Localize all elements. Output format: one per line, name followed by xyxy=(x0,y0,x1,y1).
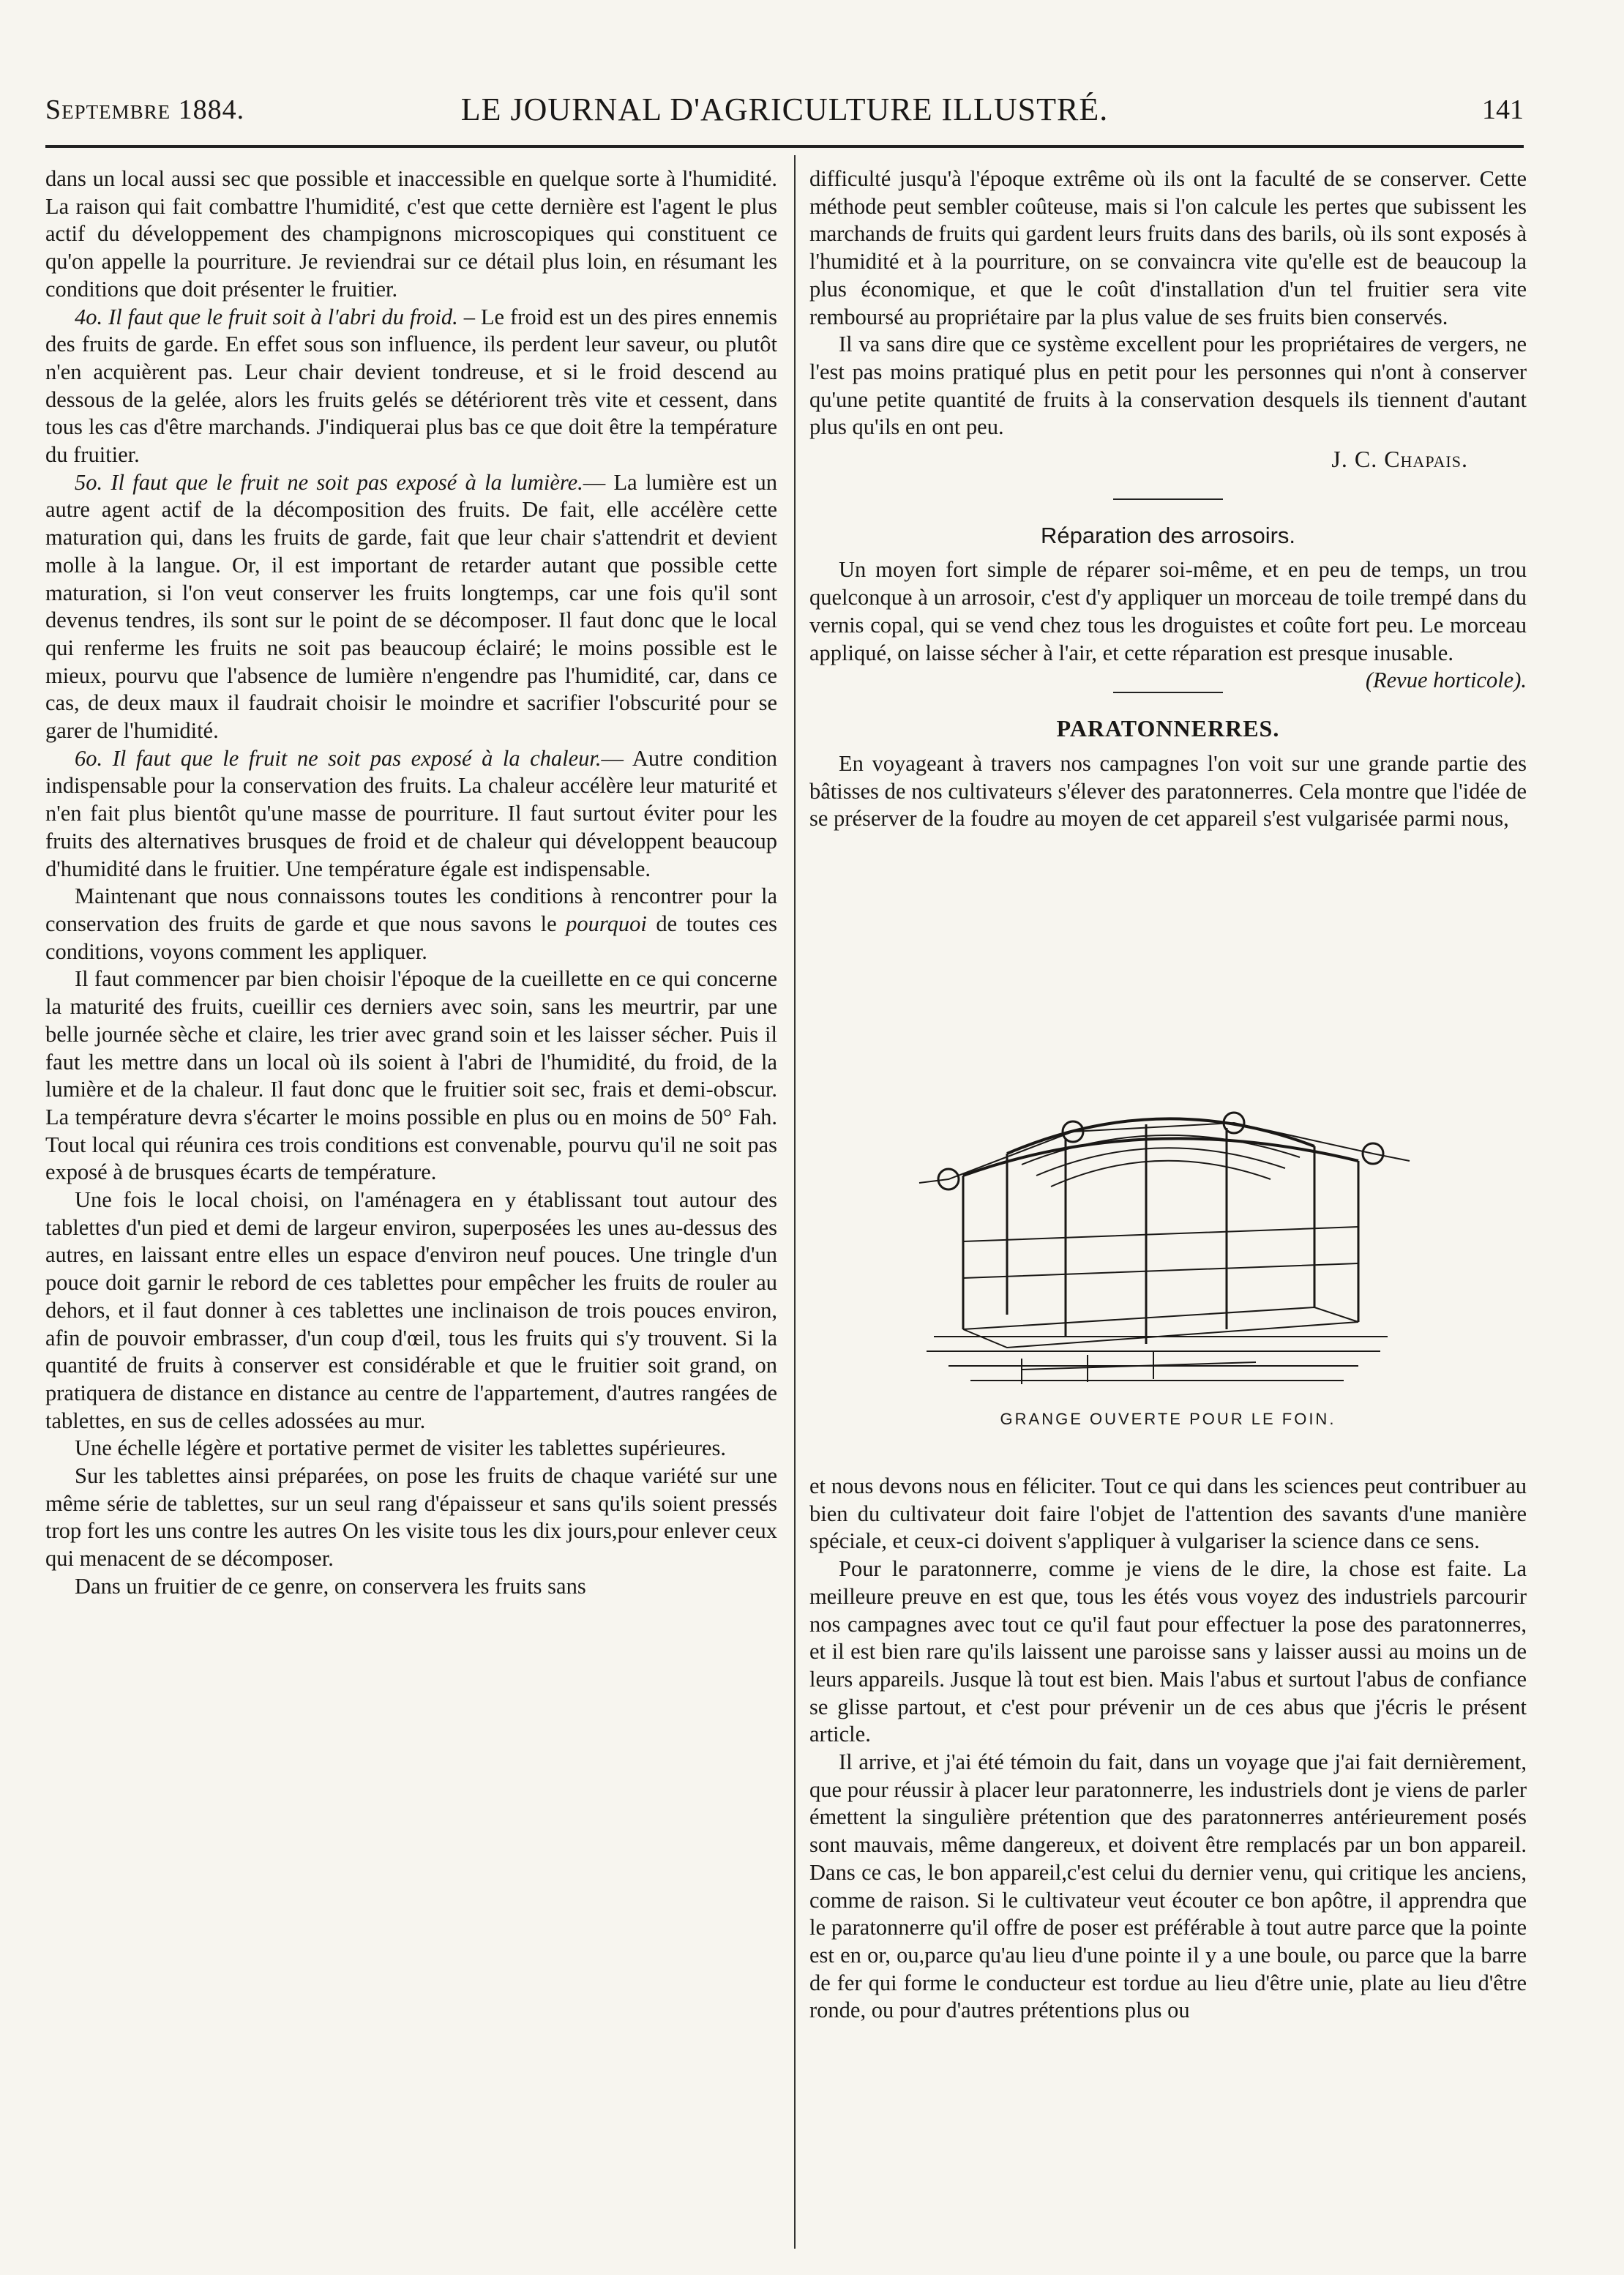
paragraph: En voyageant à travers nos campagnes l'on voit sur une grande partie des bâtisses de nos cultivateurs s'élever des paratonnerres. Cela montre que l'idée de se préserver de la foudre au moyen de cet appareil s'est vulgarisée parmi nous, xyxy=(809,750,1527,832)
section-divider xyxy=(1113,498,1223,500)
paragraph: Il va sans dire que ce système excellent pour les propriétaires de vergers, ne l'est pas moins pratiqué plus en petit pour les personnes qui n'ont à conserver qu'une petite quantité de fruits à la conservation desquels ils tiennent d'autant plus qu'ils en ont peu. xyxy=(809,332,1527,440)
figure-caption: GRANGE OUVERTE POUR LE FOIN. xyxy=(1000,1410,1336,1428)
page-header xyxy=(45,86,1524,138)
paragraph-text: de toutes ces conditions, voyons comment les appliquer. xyxy=(45,911,777,964)
section-divider xyxy=(1113,692,1223,693)
paragraph xyxy=(809,556,1527,693)
paragraph: Une fois le local choisi, on l'aménagera en y établissant tout autour des tablettes d'un pied et demi de largeur environ, superposées les unes au-dessus des autres, en laissant entre elles un espace d'environ neuf pouces. Une tringle d'un pouce doit garnir le rebord de ces tablettes pour empêcher les fruits de rouler au dehors, et il faut donner à ces tablettes une inclinaison de trois pouces environ, afin de pouvoir embrasser, d'un coup d'œil, tous les fruits qui s'y trouvent. Si la quantité de fruits à conserver est considérable et que le fruitier soit grand, on pratiquera de distance en distance au centre de l'appartement, d'autres rangées de tablettes, en sus de celles adossées au mur. xyxy=(45,1187,777,1433)
paragraph: et nous devons nous en féliciter. Tout ce qui dans les sciences peut contribuer au bien du cultivateur doit faire l'objet de l'attention des savants d'une manière spéciale, et ceux-ci doivent s'appliquer à vulgariser la science dans ce sens. xyxy=(809,1473,1527,1554)
barn-illustration xyxy=(905,1095,1417,1402)
paragraph-text: — Autre condition indispensable pour la conservation des fruits. La chaleur accélère leur maturité et n'en fait plus bientôt qu'une masse de pourriture. Il faut surtout éviter pour les fruits des alternatives brusques de froid et de chaleur qui développent beaucoup d'humidité dans le fruitier. Une température égale est indispensable. xyxy=(45,745,777,881)
paragraph-text: – Le froid est un des pires ennemis des fruits de garde. En effet sous son influence, ils perdent leur saveur, ou plutôt n'en acquièrent pas. Leur chair devient tondreuse, et si le froid descend au dessous de la gelée, alors les fruits gelés se détériorent très vite et cessent, dans tous les cas d'être marchands. J'indiquerai plus bas ce que doit être la température du fruitier. xyxy=(45,304,778,468)
paragraph: Dans un fruitier de ce genre, on conservera les fruits sans xyxy=(75,1573,586,1599)
paragraph: Une échelle légère et portative permet de visiter les tablettes supérieures. xyxy=(75,1435,727,1461)
paragraph xyxy=(45,883,777,965)
paragraph: difficulté jusqu'à l'époque extrême où ils ont la faculté de se conserver. Cette méthode peut sembler coûteuse, mais si l'on calcule les pertes que subissent les marchands de fruits qui gardent leurs fruits dans des barils, où ils sont exposés à l'humidité et à la pourriture, on se convaincra vite qu'elle est de beaucoup la plus économique, et que le coût d'installation d'un tel fruitier sera vite remboursé au propriétaire par la plus value de ses fruits bien conservés. xyxy=(809,166,1527,329)
paragraph: Il faut commencer par bien choisir l'époque de la cueillette en ce qui concerne la maturité des fruits, cueillir ces derniers avec soin, sans les meurtrir, par une belle journée sèche et claire, les trier avec grand soin et les laisser sécher. Puis il faut les mettre dans un local où ils soient à l'abri de l'humidité, du froid, de la lumière et de la chaleur. Il faut donc que le fruitier soit sec, frais et demi-obscur. La température devra s'écarter le moins possible en plus ou en moins de 50° Fah. Tout local qui réunira ces trois conditions est convenable, pourvu qu'il ne soit pas exposé à de brusques écarts de température. xyxy=(45,966,777,1185)
paragraph: Il arrive, et j'ai été témoin du fait, dans un voyage que j'ai fait dernièrement, que pour réussir à placer leur paratonnerre, les industriels dont je viens de parler émettent la singulière prétention que des paratonnerres antérieurement posés sont mauvais, même dangereux, et doivent être remplacés par un bon appareil. Dans ce cas, le bon appareil,c'est celui du dernier venu, qui critique les anciens, comme de raison. Si le cultivateur veut écouter ce bon apôtre, il apprendra que le paratonnerre qu'il offre de poser est préférable à tout autre parce que la pointe est en or, ou,parce qu'au lieu d'une pointe il y a une boule, ou parce que la barre de fer qui forme le conducteur est tordue au lieu d'être unie, plate au lieu d'être ronde, ou pour d'autres prétentions plus ou xyxy=(809,1749,1527,2023)
emphasis: pourquoi xyxy=(566,911,647,936)
rule-heading: 4o. Il faut que le fruit soit à l'abri du froid. xyxy=(75,304,458,329)
barn-engraving xyxy=(905,1095,1417,1402)
right-column-top xyxy=(809,165,1527,833)
column-rule xyxy=(794,155,796,2249)
journal-title: LE JOURNAL D'AGRICULTURE ILLUSTRÉ. xyxy=(460,91,1109,127)
section-title-arrosoirs: Réparation des arrosoirs. xyxy=(1040,522,1296,548)
header-date: Septembre 1884. xyxy=(45,94,245,125)
rule-heading: 6o. Il faut que le fruit ne soit pas exposé à la chaleur. xyxy=(75,745,602,771)
source-citation: (Revue horticole). xyxy=(1365,668,1527,693)
author-signature: J. C. Chapais. xyxy=(1331,446,1468,473)
paragraph: dans un local aussi sec que possible et inaccessible en quelque sorte à l'humidité. La raison qui fait combattre l'humidité, c'est que cette dernière est l'agent le plus actif du développement des champignons microscopiques qui constituent ce qu'on appelle la pourriture. Je reviendrai sur ce détail plus loin, en résumant les conditions que doit présenter le fruitier. xyxy=(45,166,777,302)
paragraph: Sur les tablettes ainsi préparées, on pose les fruits de chaque variété sur une même série de tablettes, sur un seul rang d'épaisseur et sans qu'ils soient pressés trop fort les uns contre les autres On les visite tous les dix jours,pour enlever ceux qui menacent de se décomposer. xyxy=(45,1463,777,1572)
paragraph: Pour le paratonnerre, comme je viens de le dire, la chose est faite. La meilleure preuve en est que, tous les étés vous voyez des industriels parcourir nos campagnes avec tout ce qu'il faut pour effectuer la pose des paratonnerres, et il est bien rare qu'ils laissent une paroisse sans y laisser aussi au moins un de leurs appareils. Jusque là tout est bien. Mais l'abus et surtout l'abus de confiance se glisse partout, et c'est pour prévenir un de ces abus que j'écris le présent article. xyxy=(809,1556,1527,1747)
paragraph xyxy=(45,745,777,884)
paragraph-text: — La lumière est un autre agent actif de la décomposition des fruits. De fait, elle accélère cette maturation qui, dans les fruits de garde, fait que leur chair s'attendrit et devient molle à la langue. Or, il est important de retarder autant que possible cette maturation, si l'on veut conserver les fruits longtemps, car une fois qu'il sont devenus tendres, ils sont sur le point de se décomposer. Il faut donc que le local qui renferme les fruits ne soit pas beaucoup éclairé; le moins possible est le mieux, pourvu que l'absence de lumière n'engendre pas l'humidité, car, dans ce cas, de deux maux il faudrait choisir le moindre et sacrifier l'obscurité pour se garer de l'humidité. xyxy=(45,469,778,744)
page-number: 141 xyxy=(1482,94,1524,125)
paragraph xyxy=(45,469,777,745)
section-title-paratonnerres: PARATONNERRES. xyxy=(1056,715,1280,742)
paragraph-text: Un moyen fort simple de réparer soi-même, et en peu de temps, un trou quelconque à un arrosoir, c'est d'y appliquer un morceau de toile trempé dans du vernis copal, qui se vend chez tous les droguistes et coûte fort peu. Le morceau appliqué, on laisse sécher à l'air, et cette réparation est presque inusable. xyxy=(809,557,1527,665)
paragraph-text: Maintenant que nous connaissons toutes les conditions à rencontrer pour la conservation des fruits de garde et que nous savons le xyxy=(45,884,777,936)
paragraph xyxy=(45,304,777,469)
left-column xyxy=(45,165,777,1601)
right-column-bottom xyxy=(809,1473,1527,2025)
rule-heading: 5o. Il faut que le fruit ne soit pas exposé à la lumière. xyxy=(75,469,583,495)
header-rule xyxy=(45,145,1524,148)
